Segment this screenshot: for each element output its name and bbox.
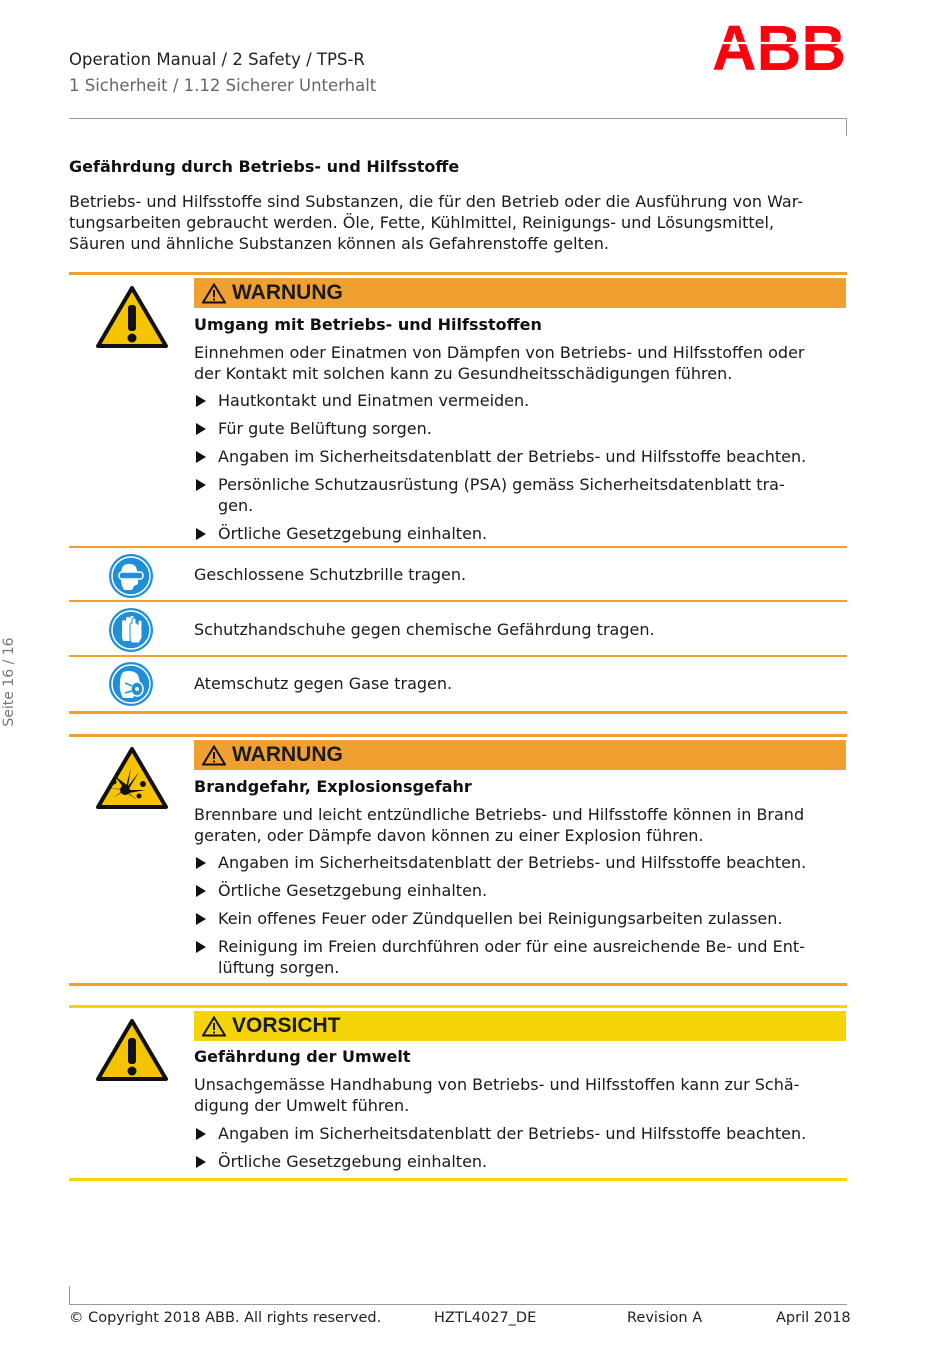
section-intro — [69, 191, 859, 254]
warning-signal-word: WARNUNG — [232, 281, 343, 304]
warning-signal-word: WARNUNG — [232, 743, 343, 766]
ppe-divider — [69, 655, 847, 657]
measure-list — [194, 390, 854, 551]
warning-triangle-icon — [202, 745, 226, 766]
description-line: Brennbare und leicht entzündliche Betriebs- und Hilfsstoffe können in Brand — [194, 805, 805, 824]
warning-bottom-rule — [69, 711, 847, 714]
header-title: Operation Manual / 2 Safety / TPS-R — [69, 50, 365, 69]
abb-logo-text: ABB — [712, 20, 846, 72]
header-rule — [69, 118, 847, 119]
list-item: Örtliche Gesetzgebung einhalten. — [194, 1151, 854, 1172]
list-item: Für gute Belüftung sorgen. — [194, 418, 854, 439]
intro-line: Säuren und ähnliche Substanzen können als Gefahrenstoffe gelten. — [69, 234, 609, 253]
list-item: Persönliche Schutzausrüstung (PSA) gemäss Sicherheitsdatenblatt tra- gen. — [194, 474, 854, 516]
list-item: Örtliche Gesetzgebung einhalten. — [194, 523, 854, 544]
warning-triangle-icon — [202, 1016, 226, 1037]
protective-gloves-icon — [108, 607, 154, 657]
footer-rule — [69, 1304, 847, 1305]
list-item: Angaben im Sicherheitsdatenblatt der Betriebs- und Hilfsstoffe beachten. — [194, 852, 854, 873]
hazard-title: Umgang mit Betriebs- und Hilfsstoffen — [194, 315, 542, 334]
footer-copyright: © Copyright 2018 ABB. All rights reserved. — [69, 1310, 382, 1326]
warning-signal — [202, 281, 343, 305]
ppe-divider — [69, 600, 847, 602]
ppe-goggles-text: Geschlossene Schutzbrille tragen. — [194, 565, 467, 584]
warning-signal-bar — [194, 740, 846, 770]
safety-goggles-icon — [108, 553, 154, 603]
footer-revision: Revision A — [627, 1310, 703, 1326]
description-line: Unsachgemässe Handhabung von Betriebs- und Hilfsstoffen kann zur Schä- — [194, 1075, 800, 1094]
intro-line: Betriebs- und Hilfsstoffe sind Substanzen, die für den Betrieb oder die Ausführung von War- — [69, 192, 804, 211]
description-line: digung der Umwelt führen. — [194, 1096, 410, 1115]
explosive-hazard-icon — [95, 746, 169, 814]
breadcrumb: 1 Sicherheit / 1.12 Sicherer Unterhalt — [69, 76, 377, 95]
measure-list — [194, 852, 854, 985]
list-item: Angaben im Sicherheitsdatenblatt der Betriebs- und Hilfsstoffe beachten. — [194, 446, 854, 467]
page-number-vertical: Seite 16 / 16 — [1, 637, 17, 727]
list-item: Örtliche Gesetzgebung einhalten. — [194, 880, 854, 901]
warning-top-rule — [69, 734, 847, 737]
hazard-title: Gefährdung der Umwelt — [194, 1047, 411, 1066]
footer-tick — [69, 1286, 70, 1304]
list-item: Reinigung im Freien durchführen oder für eine ausreichende Be- und Ent- lüftung sorgen. — [194, 936, 854, 978]
general-warning-icon — [95, 285, 169, 353]
header-tick — [846, 118, 847, 136]
description-line: der Kontakt mit solchen kann zu Gesundheitsschädigungen führen. — [194, 364, 733, 383]
hazard-description — [194, 804, 854, 846]
hazard-description — [194, 342, 854, 384]
list-item: Kein offenes Feuer oder Zündquellen bei Reinigungsarbeiten zulassen. — [194, 908, 854, 929]
footer-date: April 2018 — [776, 1310, 851, 1326]
description-line: geraten, oder Dämpfe davon können zu einer Explosion führen. — [194, 826, 704, 845]
warning-top-rule — [69, 272, 847, 275]
ppe-gloves-text: Schutzhandschuhe gegen chemische Gefährdung tragen. — [194, 620, 655, 639]
list-item: Angaben im Sicherheitsdatenblatt der Betriebs- und Hilfsstoffe beachten. — [194, 1123, 854, 1144]
description-line: Einnehmen oder Einatmen von Dämpfen von Betriebs- und Hilfsstoffen oder — [194, 343, 805, 362]
caution-signal-bar — [194, 1011, 846, 1041]
ppe-divider — [69, 546, 847, 548]
caution-signal — [202, 1014, 341, 1038]
caution-bottom-rule — [69, 1178, 847, 1181]
respirator-icon — [108, 661, 154, 711]
hazard-description — [194, 1074, 854, 1116]
warning-bottom-rule — [69, 983, 847, 986]
general-warning-icon — [95, 1018, 169, 1086]
footer-doc-id: HZTL4027_DE — [434, 1310, 537, 1326]
list-item: Hautkontakt und Einatmen vermeiden. — [194, 390, 854, 411]
section-title: Gefährdung durch Betriebs- und Hilfsstoffe — [69, 157, 460, 176]
abb-logo — [712, 20, 848, 76]
caution-top-rule — [69, 1005, 847, 1008]
ppe-respirator-text: Atemschutz gegen Gase tragen. — [194, 674, 453, 693]
warning-signal — [202, 743, 343, 767]
intro-line: tungsarbeiten gebraucht werden. Öle, Fette, Kühlmittel, Reinigungs- und Lösungsmittel, — [69, 213, 775, 232]
caution-signal-word: VORSICHT — [232, 1014, 341, 1037]
hazard-title: Brandgefahr, Explosionsgefahr — [194, 777, 472, 796]
measure-list — [194, 1123, 854, 1179]
warning-triangle-icon — [202, 283, 226, 304]
warning-signal-bar — [194, 278, 846, 308]
